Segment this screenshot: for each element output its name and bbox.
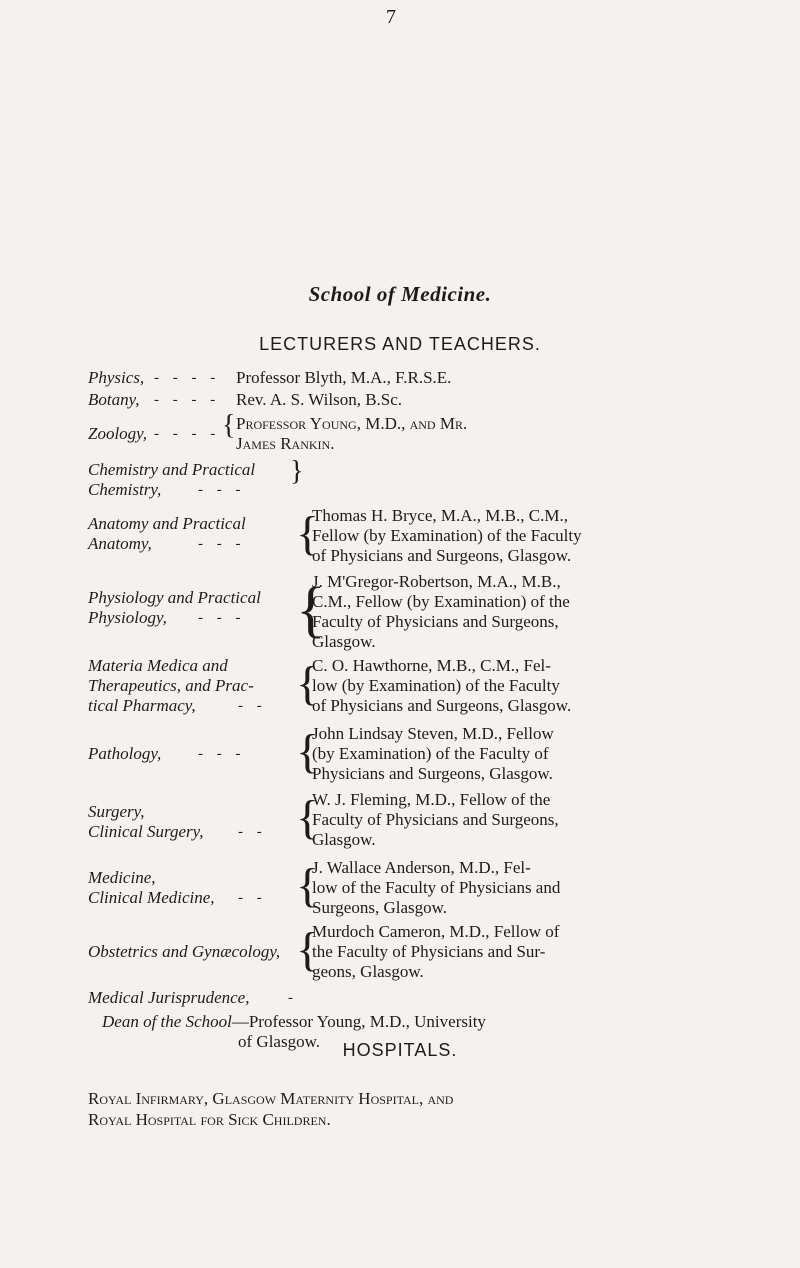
hospital-line: Royal Hospital for Sick Children. bbox=[88, 1110, 331, 1129]
brace-mark: { bbox=[296, 657, 320, 710]
brace-mark: { bbox=[296, 923, 320, 976]
dean-label: Dean of the School bbox=[102, 1012, 232, 1031]
lecturer-name: W. J. Fleming, M.D., Fellow of the Faculty of Physicians and Surgeons, Glasgow. bbox=[312, 790, 559, 849]
subject-label: Medicine, Clinical Medicine, bbox=[88, 868, 215, 907]
hospital-line: Royal Infirmary, Glasgow Maternity Hospital, and bbox=[88, 1089, 454, 1108]
page-number: 7 bbox=[386, 6, 396, 28]
dean-text: —Professor Young, M.D., University bbox=[231, 1012, 486, 1031]
leader-dashes: - - - bbox=[198, 746, 246, 762]
leader-dashes: - - bbox=[238, 890, 267, 906]
subject-label: Physics, bbox=[88, 368, 145, 387]
subject-label: Chemistry and Practical Chemistry, bbox=[88, 460, 256, 499]
lecturer-name: J. M'Gregor-Robertson, M.A., M.B., C.M., Fellow (by Examination) of the Faculty of Physicians and Surgeons, Glasgow. bbox=[312, 572, 570, 651]
subject-label: Physiology and Practical Physiology, bbox=[88, 588, 261, 627]
lecturer-name: Professor Young, M.D., and Mr. James Rankin. bbox=[236, 414, 468, 453]
lecturer-name: Thomas H. Bryce, M.A., M.B., C.M., Fellow (by Examination) of the Faculty of Physicians and Surgeons, Glasgow. bbox=[312, 506, 582, 565]
subject-label: Zoology, bbox=[88, 424, 148, 443]
lecturer-name: C. O. Hawthorne, M.B., C.M., Fel- low (by Examination) of the Faculty of Physicians and Surgeons, Glasgow. bbox=[312, 656, 572, 715]
subject-label: Medical Jurisprudence, bbox=[88, 988, 250, 1007]
brace-mark: } bbox=[290, 456, 304, 487]
brace-mark: { bbox=[296, 791, 320, 844]
subject-label: Botany, bbox=[88, 390, 140, 409]
dean-text-2: of Glasgow. bbox=[238, 1032, 320, 1051]
subject-label: Obstetrics and Gynæcology, bbox=[88, 942, 281, 961]
leader-dashes: - - - bbox=[198, 482, 246, 498]
brace-mark: { bbox=[296, 576, 326, 644]
leader-dashes: - - - bbox=[198, 610, 246, 626]
school-heading: School of Medicine. bbox=[308, 282, 492, 306]
brace-mark: { bbox=[296, 725, 320, 778]
leader-dashes: - - - - bbox=[154, 392, 221, 408]
leader-dashes: - - - - bbox=[154, 370, 221, 386]
lecturers-title: LECTURERS AND TEACHERS. bbox=[259, 334, 541, 354]
lecturer-name: John Lindsay Steven, M.D., Fellow (by Examination) of the Faculty of Physicians and Surgeons, Glasgow. bbox=[312, 724, 554, 783]
lecturer-name: J. Wallace Anderson, M.D., Fel- low of the Faculty of Physicians and Surgeons, Glasgow. bbox=[312, 858, 561, 917]
subject-label: Anatomy and Practical Anatomy, bbox=[88, 514, 246, 553]
brace-mark: { bbox=[222, 410, 236, 441]
leader-dashes: - - - bbox=[198, 536, 246, 552]
leader-dashes: - bbox=[288, 990, 298, 1006]
brace-mark: { bbox=[296, 859, 320, 912]
hospitals-list bbox=[88, 1088, 453, 1130]
lecturer-name: Professor Blyth, M.A., F.R.S.E. bbox=[236, 368, 452, 387]
leader-dashes: - - bbox=[238, 698, 267, 714]
lecturer-name: Rev. A. S. Wilson, B.Sc. bbox=[236, 390, 403, 409]
leader-dashes: - - - - bbox=[154, 426, 221, 442]
subject-label: Pathology, bbox=[88, 744, 162, 763]
lecturer-name: Murdoch Cameron, M.D., Fellow of the Faculty of Physicians and Sur- geons, Glasgow. bbox=[312, 922, 560, 981]
brace-mark: { bbox=[296, 507, 320, 560]
leader-dashes: - - bbox=[238, 824, 267, 840]
hospitals-title: HOSPITALS. bbox=[342, 1040, 458, 1060]
subject-label: Materia Medica and Therapeutics, and Prac- tical Pharmacy, bbox=[88, 656, 254, 715]
subject-label: Surgery, Clinical Surgery, bbox=[88, 802, 204, 841]
